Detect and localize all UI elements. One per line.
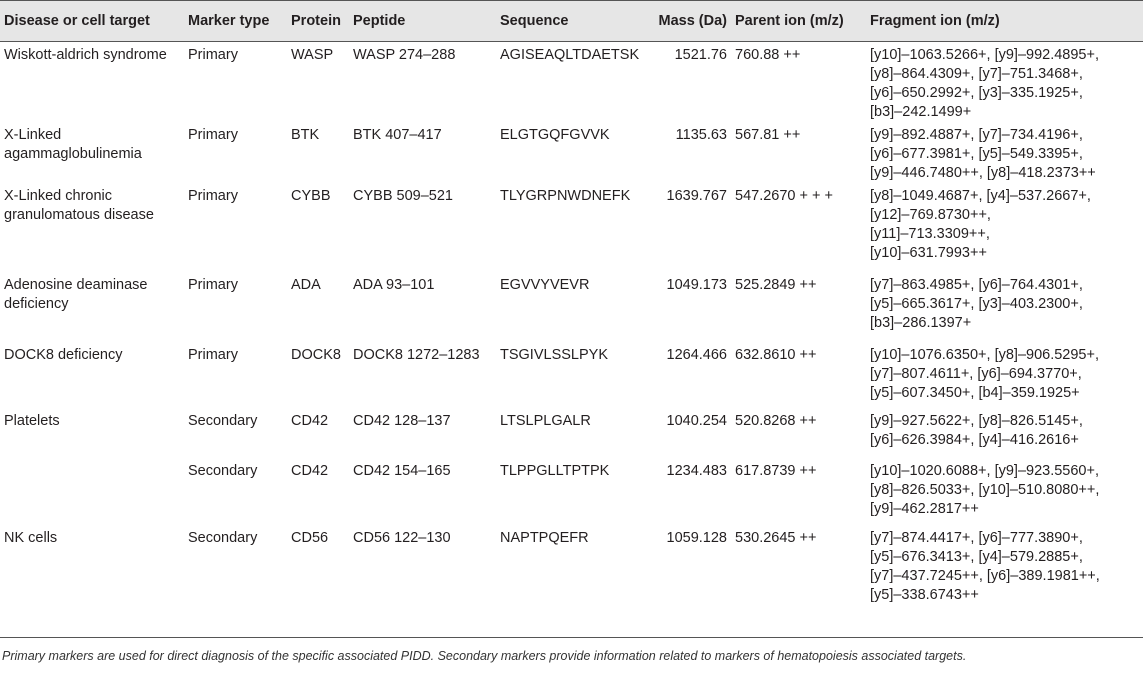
disease-line: NK cells — [4, 530, 58, 546]
disease-line: granulomatous disease — [4, 207, 154, 223]
marker-type-cell: Primary — [188, 188, 238, 204]
fragment-ion-cell — [866, 183, 1143, 272]
fragment-line: [y7]–437.7245++, [y6]–389.1981++, — [870, 568, 1100, 584]
disease-line: agammaglobulinemia — [4, 146, 142, 162]
parent-ion-cell: 525.2849 ++ — [735, 277, 817, 293]
mass-cell: 1521.76 — [674, 47, 727, 63]
peptide-cell: ADA 93–101 — [353, 277, 435, 293]
mass-cell: 1639.767 — [666, 188, 727, 204]
fragment-line: [b3]–242.1499+ — [870, 104, 972, 120]
protein-cell: CD42 — [291, 463, 329, 479]
marker-type-cell: Secondary — [188, 530, 258, 546]
protein-cell: BTK — [291, 127, 320, 143]
marker-type-cell: Secondary — [188, 463, 258, 479]
mass-cell: 1234.483 — [666, 463, 727, 479]
fragment-line: [y9]–446.7480++, [y8]–418.2373++ — [870, 165, 1096, 181]
fragment-ion-cell — [866, 458, 1143, 525]
header-fragment-ion: Fragment ion (m/z) — [866, 1, 1143, 42]
table-row — [0, 408, 1143, 458]
marker-type-cell: Primary — [188, 47, 238, 63]
disease-line: deficiency — [4, 296, 69, 312]
marker-type-cell: Primary — [188, 127, 238, 143]
table-row — [0, 42, 1143, 123]
parent-ion-cell: 547.2670 + + + — [735, 188, 833, 204]
fragment-line: [y10]–1063.5266+, [y9]–992.4895+, — [870, 47, 1099, 63]
table-row — [0, 122, 1143, 183]
fragment-line: [y8]–1049.4687+, [y4]–537.2667+, — [870, 188, 1091, 204]
disease-line: DOCK8 deficiency — [4, 347, 123, 363]
disease-cell — [0, 458, 184, 525]
peptide-cell: CD56 122–130 — [353, 530, 451, 546]
protein-cell: ADA — [291, 277, 321, 293]
fragment-line: [y8]–864.4309+, [y7]–751.3468+, — [870, 66, 1083, 82]
peptide-cell: DOCK8 1272–1283 — [353, 347, 480, 363]
fragment-line: [y6]–677.3981+, [y5]–549.3395+, — [870, 146, 1083, 162]
protein-cell: CD42 — [291, 413, 329, 429]
sequence-cell: NAPTPQEFR — [500, 530, 589, 546]
fragment-line: [y10]–1020.6088+, [y9]–923.5560+, — [870, 463, 1099, 479]
header-peptide: Peptide — [349, 1, 496, 42]
disease-cell — [0, 525, 184, 636]
fragment-ion-cell — [866, 272, 1143, 342]
disease-cell — [0, 42, 184, 123]
peptide-cell: CD42 154–165 — [353, 463, 451, 479]
disease-cell — [0, 408, 184, 458]
mass-cell: 1135.63 — [675, 127, 727, 143]
header-row — [0, 1, 1143, 42]
parent-ion-cell: 530.2645 ++ — [735, 530, 817, 546]
header-disease: Disease or cell target — [0, 1, 184, 42]
fragment-line: [y9]–927.5622+, [y8]–826.5145+, — [870, 413, 1083, 429]
table-footnote: Primary markers are used for direct diagnosis of the specific associated PIDD. Secondary markers provide information related to markers of hematopoiesis associated targets. — [2, 649, 967, 663]
peptide-cell: CD42 128–137 — [353, 413, 451, 429]
fragment-line: [y6]–626.3984+, [y4]–416.2616+ — [870, 432, 1079, 448]
fragment-line: [y5]–665.3617+, [y3]–403.2300+, — [870, 296, 1083, 312]
fragment-line: [y7]–863.4985+, [y6]–764.4301+, — [870, 277, 1083, 293]
peptide-cell: WASP 274–288 — [353, 47, 456, 63]
fragment-ion-cell — [866, 42, 1143, 123]
mass-cell: 1040.254 — [666, 413, 727, 429]
peptide-cell: BTK 407–417 — [353, 127, 442, 143]
disease-line: X-Linked — [4, 127, 62, 143]
sequence-cell: LTSLPLGALR — [500, 413, 591, 429]
bottom-rule — [0, 637, 1143, 638]
protein-cell: WASP — [291, 47, 334, 63]
disease-line: Wiskott-aldrich syndrome — [4, 47, 167, 63]
fragment-ion-cell — [866, 525, 1143, 636]
disease-line: Platelets — [4, 413, 60, 429]
mass-cell: 1264.466 — [666, 347, 727, 363]
fragment-line: [y11]–713.3309++, — [870, 226, 990, 242]
sequence-cell: EGVVYVEVR — [500, 277, 590, 293]
table-row — [0, 272, 1143, 342]
fragment-line: [y9]–892.4887+, [y7]–734.4196+, — [870, 127, 1083, 143]
parent-ion-cell: 520.8268 ++ — [735, 413, 817, 429]
parent-ion-cell: 617.8739 ++ — [735, 463, 817, 479]
header-protein: Protein — [287, 1, 349, 42]
marker-type-cell: Primary — [188, 347, 238, 363]
fragment-line: [y7]–807.4611+, [y6]–694.3770+, — [870, 366, 1082, 382]
fragment-line: [y10]–1076.6350+, [y8]–906.5295+, — [870, 347, 1099, 363]
sequence-cell: TLPPGLLTPTPK — [500, 463, 610, 479]
header-sequence: Sequence — [496, 1, 638, 42]
marker-type-cell: Secondary — [188, 413, 258, 429]
fragment-line: [y8]–826.5033+, [y10]–510.8080++, — [870, 482, 1100, 498]
fragment-ion-cell — [866, 342, 1143, 408]
sequence-cell: AGISEAQLTDAETSK — [500, 47, 640, 63]
mass-cell: 1059.128 — [666, 530, 727, 546]
table-row — [0, 525, 1143, 636]
fragment-line: [y5]–338.6743++ — [870, 587, 979, 603]
fragment-ion-cell — [866, 122, 1143, 183]
header-marker-type: Marker type — [184, 1, 287, 42]
protein-cell: DOCK8 — [291, 347, 341, 363]
fragment-line: [y5]–676.3413+, [y4]–579.2885+, — [870, 549, 1083, 565]
mass-cell: 1049.173 — [666, 277, 727, 293]
marker-type-cell: Primary — [188, 277, 238, 293]
sequence-cell: TLYGRPNWDNEFK — [500, 188, 631, 204]
fragment-line: [y5]–607.3450+, [b4]–359.1925+ — [870, 385, 1080, 401]
fragment-line: [y7]–874.4417+, [y6]–777.3890+, — [870, 530, 1083, 546]
sequence-cell: TSGIVLSSLPYK — [500, 347, 608, 363]
header-parent-ion: Parent ion (m/z) — [731, 1, 866, 42]
fragment-line: [y10]–631.7993++ — [870, 245, 987, 261]
parent-ion-cell: 632.8610 ++ — [735, 347, 817, 363]
fragment-line: [y6]–650.2992+, [y3]–335.1925+, — [870, 85, 1083, 101]
protein-cell: CYBB — [291, 188, 331, 204]
disease-cell — [0, 342, 184, 408]
peptide-cell: CYBB 509–521 — [353, 188, 453, 204]
protein-cell: CD56 — [291, 530, 329, 546]
fragment-line: [y9]–462.2817++ — [870, 501, 979, 517]
header-mass: Mass (Da) — [638, 1, 731, 42]
disease-line: X-Linked chronic — [4, 188, 112, 204]
table-row — [0, 458, 1143, 525]
fragment-ion-cell — [866, 408, 1143, 458]
disease-line: Adenosine deaminase — [4, 277, 148, 293]
table-row — [0, 183, 1143, 272]
parent-ion-cell: 567.81 ++ — [735, 127, 801, 143]
parent-ion-cell: 760.88 ++ — [735, 47, 801, 63]
sequence-cell: ELGTGQFGVVK — [500, 127, 610, 143]
disease-cell — [0, 272, 184, 342]
table-row — [0, 342, 1143, 408]
fragment-line: [b3]–286.1397+ — [870, 315, 972, 331]
disease-cell — [0, 122, 184, 183]
fragment-line: [y12]–769.8730++, — [870, 207, 991, 223]
disease-cell — [0, 183, 184, 272]
